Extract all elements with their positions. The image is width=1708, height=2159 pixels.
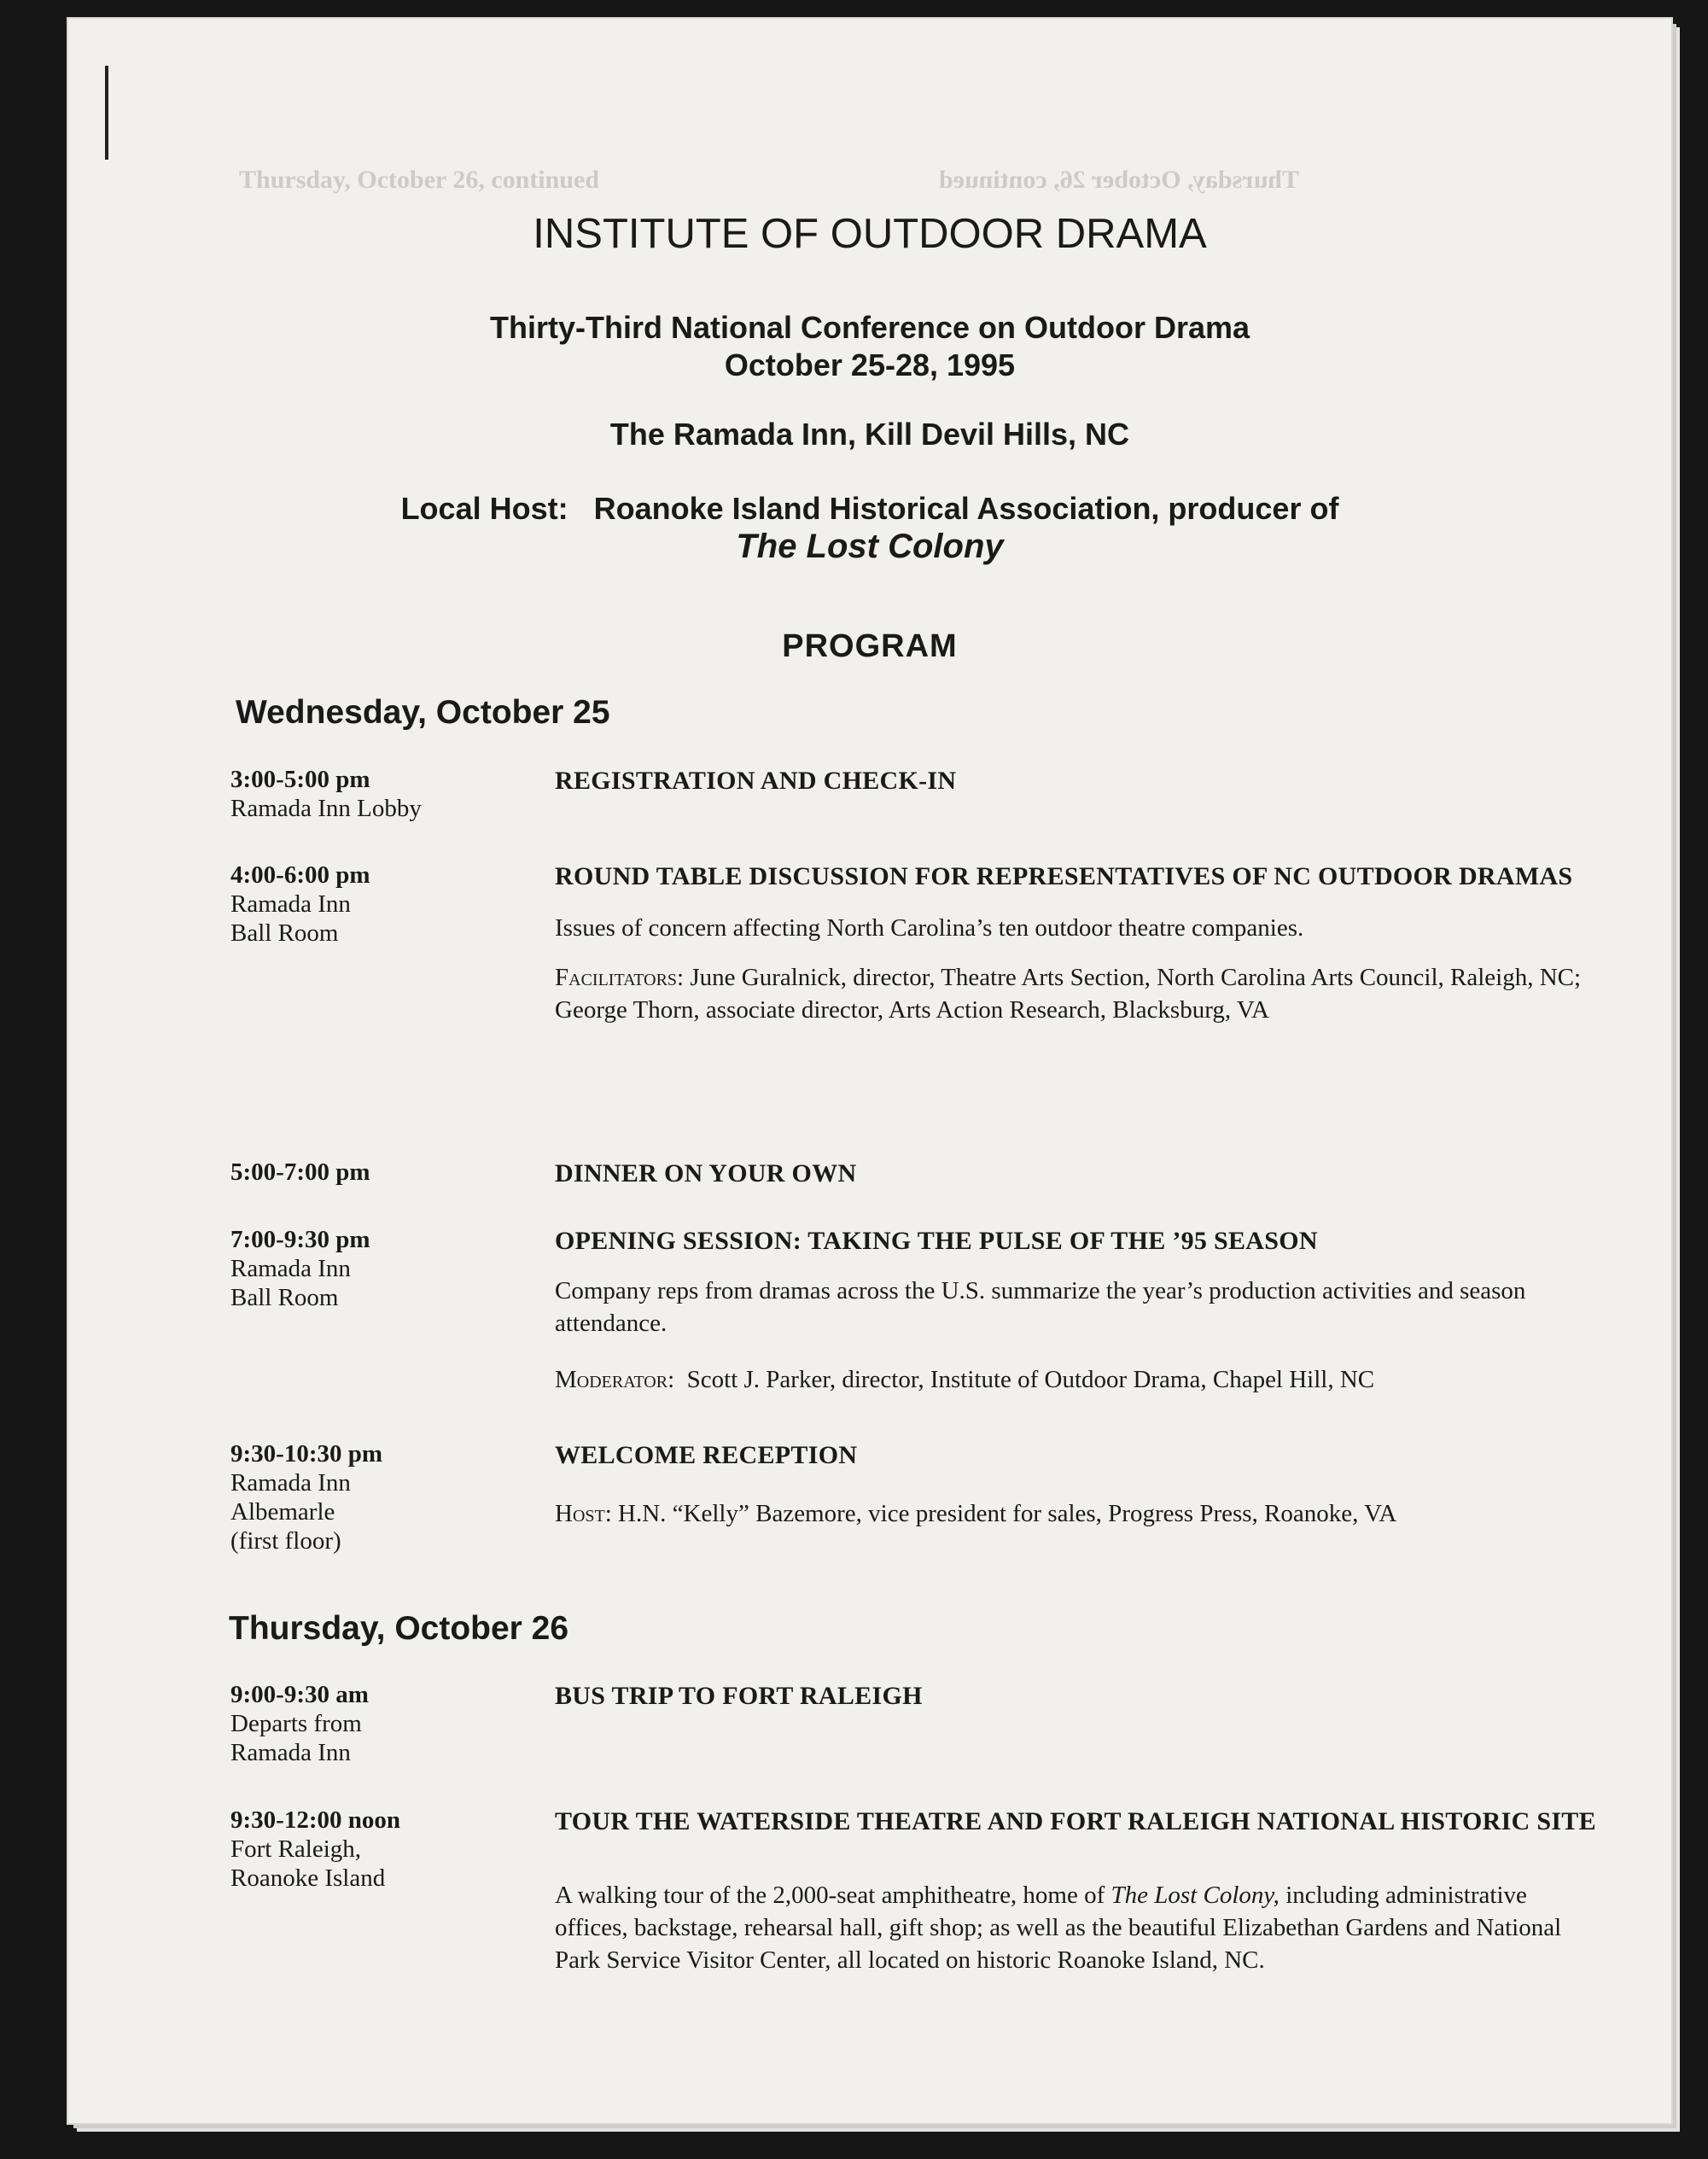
event-place: Roanoke Island xyxy=(230,1864,386,1892)
event-when xyxy=(230,765,487,823)
event-place: Fort Raleigh, xyxy=(230,1835,362,1863)
event-details xyxy=(555,1158,1596,1190)
event-when xyxy=(230,1680,487,1767)
event-time: 7:00-9:30 pm xyxy=(230,1226,370,1253)
event-details xyxy=(555,1680,1596,1713)
conference-venue: The Ramada Inn, Kill Devil Hills, NC xyxy=(609,417,1130,452)
event-title: DINNER ON YOUR OWN xyxy=(555,1159,857,1187)
production-reference: The Lost Colony, xyxy=(1110,1882,1280,1909)
local-host-block xyxy=(68,490,1671,565)
event-title: WELCOME RECEPTION xyxy=(555,1441,858,1469)
event-details xyxy=(555,1439,1596,1530)
event-place: Albemarle xyxy=(230,1498,335,1526)
event-details xyxy=(555,765,1596,797)
day-heading-thursday: Thursday, October 26 xyxy=(229,1610,569,1647)
role-label: Facilitators: xyxy=(555,964,685,991)
bleed-through-heading-right: Thursday, October 26, continued xyxy=(939,166,1300,194)
role-label: Host: xyxy=(555,1500,612,1527)
event-place: (first floor) xyxy=(230,1527,341,1555)
event-title: OPENING SESSION: TAKING THE PULSE OF THE ’95 SEASON xyxy=(555,1227,1318,1255)
event-details xyxy=(555,1806,1596,1976)
event-time: 5:00-7:00 pm xyxy=(230,1158,370,1186)
event-time: 3:00-5:00 pm xyxy=(230,766,370,793)
event-time: 9:30-12:00 noon xyxy=(230,1806,400,1834)
event-place: Ball Room xyxy=(230,1284,339,1311)
description-text: A walking tour of the 2,000-seat amphitheatre, home of xyxy=(555,1882,1105,1909)
event-place: Ramada Inn xyxy=(230,1255,351,1282)
event-place: Ramada Inn xyxy=(230,1739,351,1766)
event-title: TOUR THE WATERSIDE THEATRE AND FORT RALEIGH NATIONAL HISTORIC SITE xyxy=(555,1807,1596,1835)
event-description: Company reps from dramas across the U.S. summarize the year’s production activities and season attendance. xyxy=(555,1277,1526,1337)
host-label: Local Host: xyxy=(400,491,568,526)
description-text: including administrative offices, backstage, rehearsal hall, gift shop; as well as the beautiful Elizabethan Gardens and National Park Service Visitor Center, all located on historic Roanoke Island, NC. xyxy=(555,1882,1562,1974)
bleed-through-heading-left: Thursday, October 26, continued xyxy=(239,166,600,194)
document-page xyxy=(68,19,1671,2123)
people-list: H.N. “Kelly” Bazemore, vice president for sales, Progress Press, Roanoke, VA xyxy=(618,1500,1397,1527)
event-details xyxy=(555,1225,1596,1396)
event-when xyxy=(230,1225,487,1312)
event-people xyxy=(555,1497,1596,1530)
event-people xyxy=(555,1363,1596,1396)
conference-name: Thirty-Third National Conference on Outdoor Drama xyxy=(489,310,1250,345)
event-place: Ramada Inn xyxy=(230,1469,351,1497)
conference-block xyxy=(68,309,1671,384)
event-when xyxy=(230,1158,487,1187)
conference-dates: October 25-28, 1995 xyxy=(724,347,1016,382)
event-details xyxy=(555,861,1596,1026)
event-place: Ball Room xyxy=(230,919,339,947)
people-list: June Guralnick, director, Theatre Arts Section, North Carolina Arts Council, Raleigh, NC; George Thorn, associate director, Arts Action Research, Blacksburg, VA xyxy=(555,964,1582,1024)
event-place: Ramada Inn xyxy=(230,890,351,918)
people-list: Scott J. Parker, director, Institute of Outdoor Drama, Chapel Hill, NC xyxy=(686,1366,1375,1393)
program-heading: PROGRAM xyxy=(782,628,958,664)
event-when xyxy=(230,1439,487,1555)
event-place: Ramada Inn Lobby xyxy=(230,795,422,822)
event-title: BUS TRIP TO FORT RALEIGH xyxy=(555,1682,923,1710)
host-text: Roanoke Island Historical Association, producer of xyxy=(593,491,1339,526)
event-description xyxy=(555,1879,1596,1976)
event-description: Issues of concern affecting North Carolina’s ten outdoor theatre companies. xyxy=(555,914,1304,942)
event-time: 4:00-6:00 pm xyxy=(230,861,370,889)
production-name: The Lost Colony xyxy=(736,528,1004,565)
event-title: REGISTRATION AND CHECK-IN xyxy=(555,767,957,795)
event-time: 9:30-10:30 pm xyxy=(230,1440,383,1468)
event-place: Departs from xyxy=(230,1710,362,1737)
day-heading-wednesday: Wednesday, October 25 xyxy=(236,694,610,731)
event-when xyxy=(230,861,487,948)
role-label: Moderator: xyxy=(555,1366,675,1393)
event-time: 9:00-9:30 am xyxy=(230,1681,369,1708)
event-title: ROUND TABLE DISCUSSION FOR REPRESENTATIVES OF NC OUTDOOR DRAMAS xyxy=(555,862,1573,890)
event-when xyxy=(230,1806,487,1893)
document-title: INSTITUTE OF OUTDOOR DRAMA xyxy=(533,211,1207,257)
event-people xyxy=(555,961,1596,1026)
